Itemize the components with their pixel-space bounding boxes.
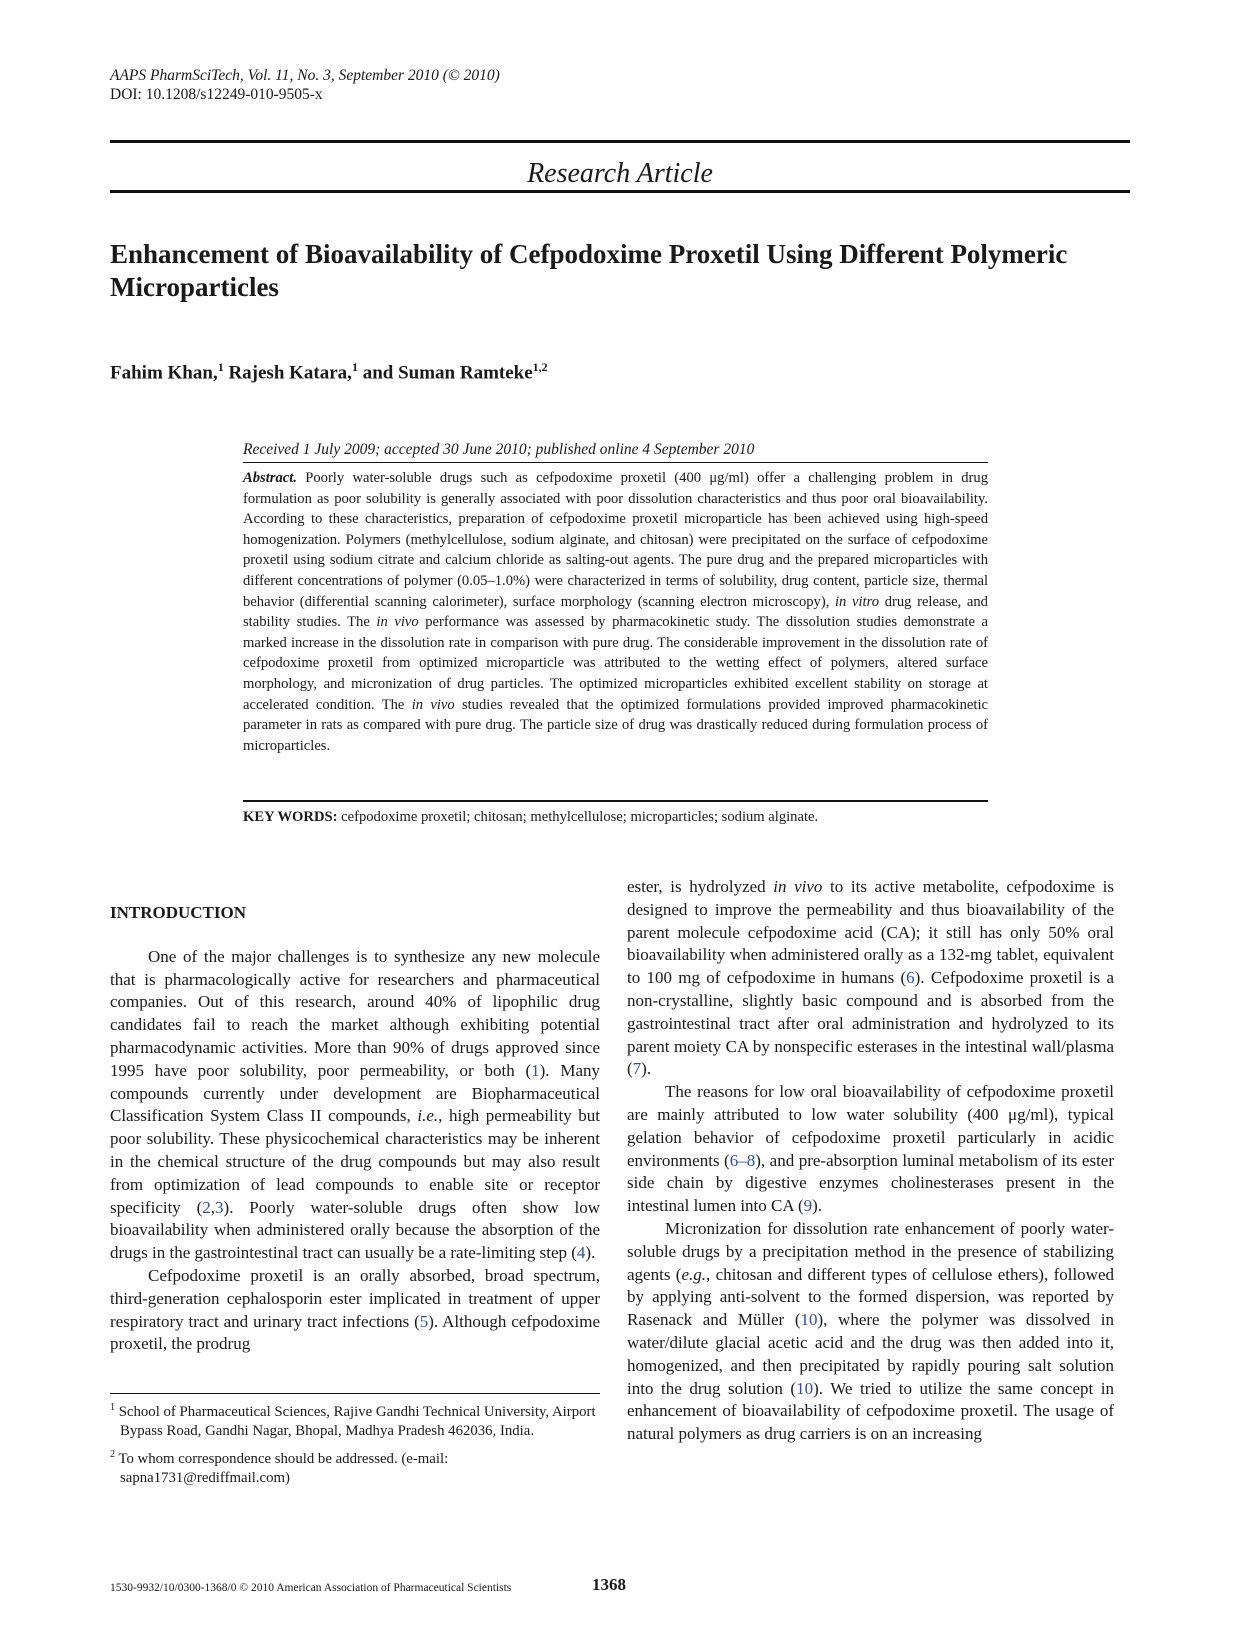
right-column (627, 876, 1114, 1446)
author-name: and Suman Ramteke (362, 362, 533, 384)
copyright-footer: 1530-9932/10/0300-1368/0 © 2010 American Association of Pharmaceutical Scientists (110, 1582, 512, 1594)
text: , high permeability but poor solubility. These physicochemical characteristics may be inherent in the chemical structure of the drug compounds but may also result from optimization of lead compounds to enable site or receptor specificity ( (110, 1106, 601, 1217)
text: The reasons for low oral bioavailability of cefpodoxime proxetil are mainly attributed to low water solubility (400 μg/ml), typical gelation behavior of cefpodoxime proxetil particularly in acidic environments ( (627, 1082, 1114, 1170)
author-name: Fahim Khan, (110, 362, 218, 384)
top-rule (110, 140, 1130, 143)
text: ). Although cefpodoxime proxetil, the prodrug (110, 1311, 600, 1354)
citation-link[interactable]: 1 (531, 1060, 540, 1080)
journal-citation: AAPS PharmSciTech, Vol. 11, No. 3, September 2010 (© 2010) (110, 67, 500, 84)
left-column (110, 902, 600, 1356)
page-number: 1368 (592, 1575, 626, 1594)
text: to its active metabolite, cefpodoxime is designed to improve the permeability and thus bioavailability of the parent molecule cefpodoxime acid (CA); it still has only 50% oral bioavailability when administered orally as a 132-mg tablet, equivalent to 100 mg of cefpodoxime in humans ( (627, 877, 1115, 988)
abstract-italic: in vitro (835, 593, 880, 610)
text: ). (641, 1059, 652, 1079)
abstract-italic: in vivo (411, 696, 455, 713)
abstract-top-rule (243, 462, 988, 463)
text: ), and pre-absorption luminal metabolism of its ester side chain by digestive enzymes cholinesterases present in the intestinal lumen into CA ( (627, 1150, 1114, 1216)
paragraph (110, 1265, 600, 1356)
section-rule (110, 190, 1130, 193)
text: , chitosan and different types of cellulose ethers), followed by applying anti-solvent to the formed dispersion, was reported by Rasenack and Müller ( (627, 1264, 1115, 1330)
text: ). We tried to utilize the same concept in enhancement of bioavailability of cefpodoxime proxetil. The usage of natural polymers as drug carriers is on an increasing (627, 1378, 1114, 1444)
text-italic: in vivo (773, 877, 823, 896)
paragraph (627, 1218, 1114, 1446)
abstract-text: studies revealed that the optimized formulations provided improved pharmacokinetic parameter in rats as compared with pure drug. The particle size of drug was drastically reduced during formulation process of microparticles. (243, 696, 988, 754)
text: One of the major challenges is to synthesize any new molecule that is pharmacologically active for researchers and pharmaceutical companies. Out of this research, around 40% of lipophilic drug candidates fail to reach the market although exhibiting potential pharmacodynamic activities. More than 90% of drugs approved since 1995 have poor solubility, poor permeability, or both ( (110, 946, 600, 1080)
citation-link[interactable]: 9 (803, 1196, 813, 1216)
footnote-rule (110, 1393, 600, 1394)
text: ). Poorly water-soluble drugs often show low bioavailability when administered orally because the absorption of the drugs in the gastrointestinal tract can usually be a rate-limiting step ( (110, 1197, 601, 1263)
footnotes (110, 1398, 600, 1492)
author-affiliation: 1 (217, 360, 224, 374)
abstract-bottom-rule (243, 800, 988, 802)
abstract-label: Abstract. (243, 470, 297, 486)
text: Micronization for dissolution rate enhancement of poorly water-soluble drugs by a precipitation method in the presence of stabilizing agents ( (627, 1218, 1114, 1284)
keywords-text: cefpodoxime proxetil; chitosan; methylcellulose; microparticles; sodium alginate. (341, 809, 819, 825)
author-list (110, 360, 548, 384)
abstract (243, 468, 988, 756)
citation-link[interactable]: 10 (800, 1310, 818, 1330)
citation-link[interactable]: 6–8 (729, 1150, 756, 1170)
citation-link[interactable]: 2 (202, 1197, 211, 1217)
text: Cefpodoxime proxetil is an orally absorbed, broad spectrum, third-generation cephalosporin ester implicated in treatment of upper respiratory tract and urinary tract infections ( (110, 1265, 600, 1331)
citation-link[interactable]: 6 (906, 968, 915, 988)
doi: DOI: 10.1208/s12249-010-9505-x (110, 86, 323, 103)
abstract-text: performance was assessed by pharmacokinetic study. The dissolution studies demonstrate a marked increase in the dissolution rate in comparison with pure drug. The considerable improvement in the dissolution rate of cefpodoxime proxetil from optimized microparticle was attributed to the wetting effect of polymers, altered surface morphology, and micronization of drug particles. The optimized microparticles exhibited excellent stability on storage at accelerated condition. The (243, 614, 988, 713)
received-dates: Received 1 July 2009; accepted 30 June 2010; published online 4 September 2010 (243, 441, 755, 458)
author-name: Rajesh Katara, (228, 362, 352, 384)
keywords-label: KEY WORDS: (243, 809, 338, 825)
author-affiliation: 1 (351, 360, 358, 374)
text: ). Cefpodoxime proxetil is a non-crystalline, slightly basic compound and is absorbed from the gastrointestinal tract after oral administration and hydrolyzed to its parent moiety CA by nonspecific esterases in the intestinal wall/plasma ( (627, 968, 1114, 1079)
text: ). (812, 1196, 823, 1216)
paragraph (627, 876, 1114, 1081)
abstract-italic: in vivo (376, 614, 419, 631)
section-heading: INTRODUCTION (110, 903, 247, 922)
footnote-text: School of Pharmaceutical Sciences, Rajive Gandhi Technical University, Airport Bypass Road, Gandhi Nagar, Bhopal, Madhya Pradesh 462036, India. (118, 1403, 596, 1440)
abstract-text: Poorly water-soluble drugs such as cefpodoxime proxetil (400 μg/ml) offer a challenging problem in drug formulation as poor solubility is generally associated with poor dissolution characteristics and thus poor oral bioavailability. According to these characteristics, preparation of cefpodoxime proxetil microparticle has been achieved using high-speed homogenization. Polymers (methylcellulose, sodium alginate, and chitosan) were precipitated on the surface of cefpodoxime proxetil using sodium citrate and calcium chloride as salting-out agents. The pure drug and the prepared microparticles with different concentrations of polymer (0.05–1.0%) were characterized in terms of solubility, drug content, particle size, thermal behavior (differential scanning calorimeter), surface morphology (scanning electron microscopy), (243, 470, 988, 610)
paragraph (627, 1081, 1114, 1218)
keywords (243, 809, 988, 826)
citation-link[interactable]: 7 (632, 1059, 642, 1079)
section-type: Research Article (527, 158, 713, 189)
paragraph (110, 946, 600, 1265)
footnote-text: To whom correspondence should be addressed. (e-mail: sapna1731@rediffmail.com) (118, 1450, 449, 1487)
footnote (110, 1445, 600, 1489)
text: ). (585, 1243, 596, 1263)
citation-link[interactable]: 10 (796, 1378, 814, 1398)
text-italic: i.e. (417, 1106, 439, 1126)
text-italic: e.g. (681, 1264, 707, 1284)
text: ), where the polymer was dissolved in water/dilute glacial acetic acid and the drug was then added into it, homogenized, and then precipitated by rapidly pouring salt solution into the drug solution ( (627, 1310, 1114, 1398)
citation-link[interactable]: 5 (419, 1311, 429, 1331)
journal-header (110, 66, 500, 104)
footnote (110, 1398, 600, 1442)
author-affiliation: 1,2 (532, 360, 548, 374)
citation-link[interactable]: 3 (215, 1197, 224, 1217)
article-title: Enhancement of Bioavailability of Cefpodoxime Proxetil Using Different Polymeric Microparticles (110, 239, 1068, 302)
footnote-number: 1 (110, 1402, 115, 1413)
text: ester, is hydrolyzed (627, 877, 766, 896)
text: ). Many compounds currently under development are Biopharmaceutical Classification System Class II compounds, (110, 1060, 600, 1126)
text: , (210, 1197, 216, 1217)
citation-link[interactable]: 4 (576, 1243, 586, 1263)
abstract-text: drug release, and stability studies. The (243, 593, 988, 631)
footnote-number: 2 (110, 1448, 115, 1460)
